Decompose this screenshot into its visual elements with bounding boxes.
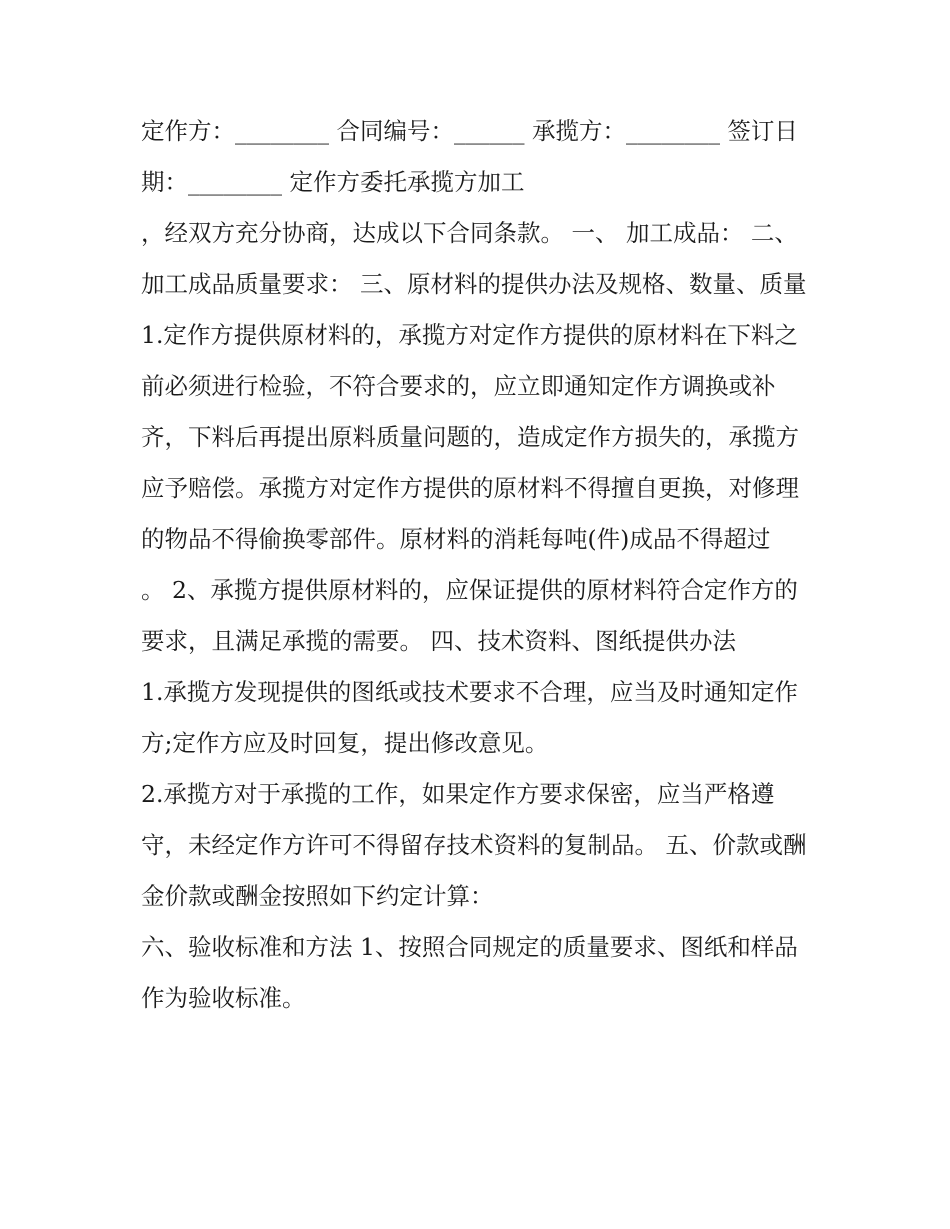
paragraph-acceptance-clause: 六、验收标准和方法 1、按照合同规定的质量要求、图纸和样品作为验收标准。: [141, 933, 798, 1012]
paragraph-drawing-clause-2: 2.承揽方对于承揽的工作，如果定作方要求保密，应当严格遵守，未经定作方许可不得留存技术资料的复制品。 五、价款或酬金价款或酬金按照如下约定计算：: [141, 780, 807, 910]
paragraph-material-clause-1: 1.定作方提供原材料的，承揽方对定作方提供的原材料在下料之前必须进行检验，不符合要求的，应立即通知定作方调换或补齐，下料后再提出原料质量问题的，造成定作方损失的，承揽方应予赔偿。承揽方对定作方提供的原材料不得擅自更换，对修理的物品不得偷换零部件。原材料的消耗每吨(件)成品不得超过: [141, 321, 799, 553]
paragraph-material-clause-2: 。 2、承揽方提供原材料的，应保证提供的原材料符合定作方的要求，且满足承揽的需要。 四、技术资料、图纸提供办法: [141, 576, 798, 655]
paragraph-drawing-clause-1: 1.承揽方发现提供的图纸或技术要求不合理，应当及时通知定作方;定作方应及时回复，提出修改意见。: [141, 678, 798, 757]
paragraph-terms-intro: ，经双方充分协商，达成以下合同条款。 一、 加工成品： 二、加工成品质量要求： 三、原材料的提供办法及规格、数量、质量: [141, 219, 807, 298]
document-body: [141, 106, 821, 1024]
paragraph-header: 定作方：________ 合同编号：______ 承揽方：________ 签订日期：________ 定作方委托承揽方加工: [141, 117, 798, 196]
